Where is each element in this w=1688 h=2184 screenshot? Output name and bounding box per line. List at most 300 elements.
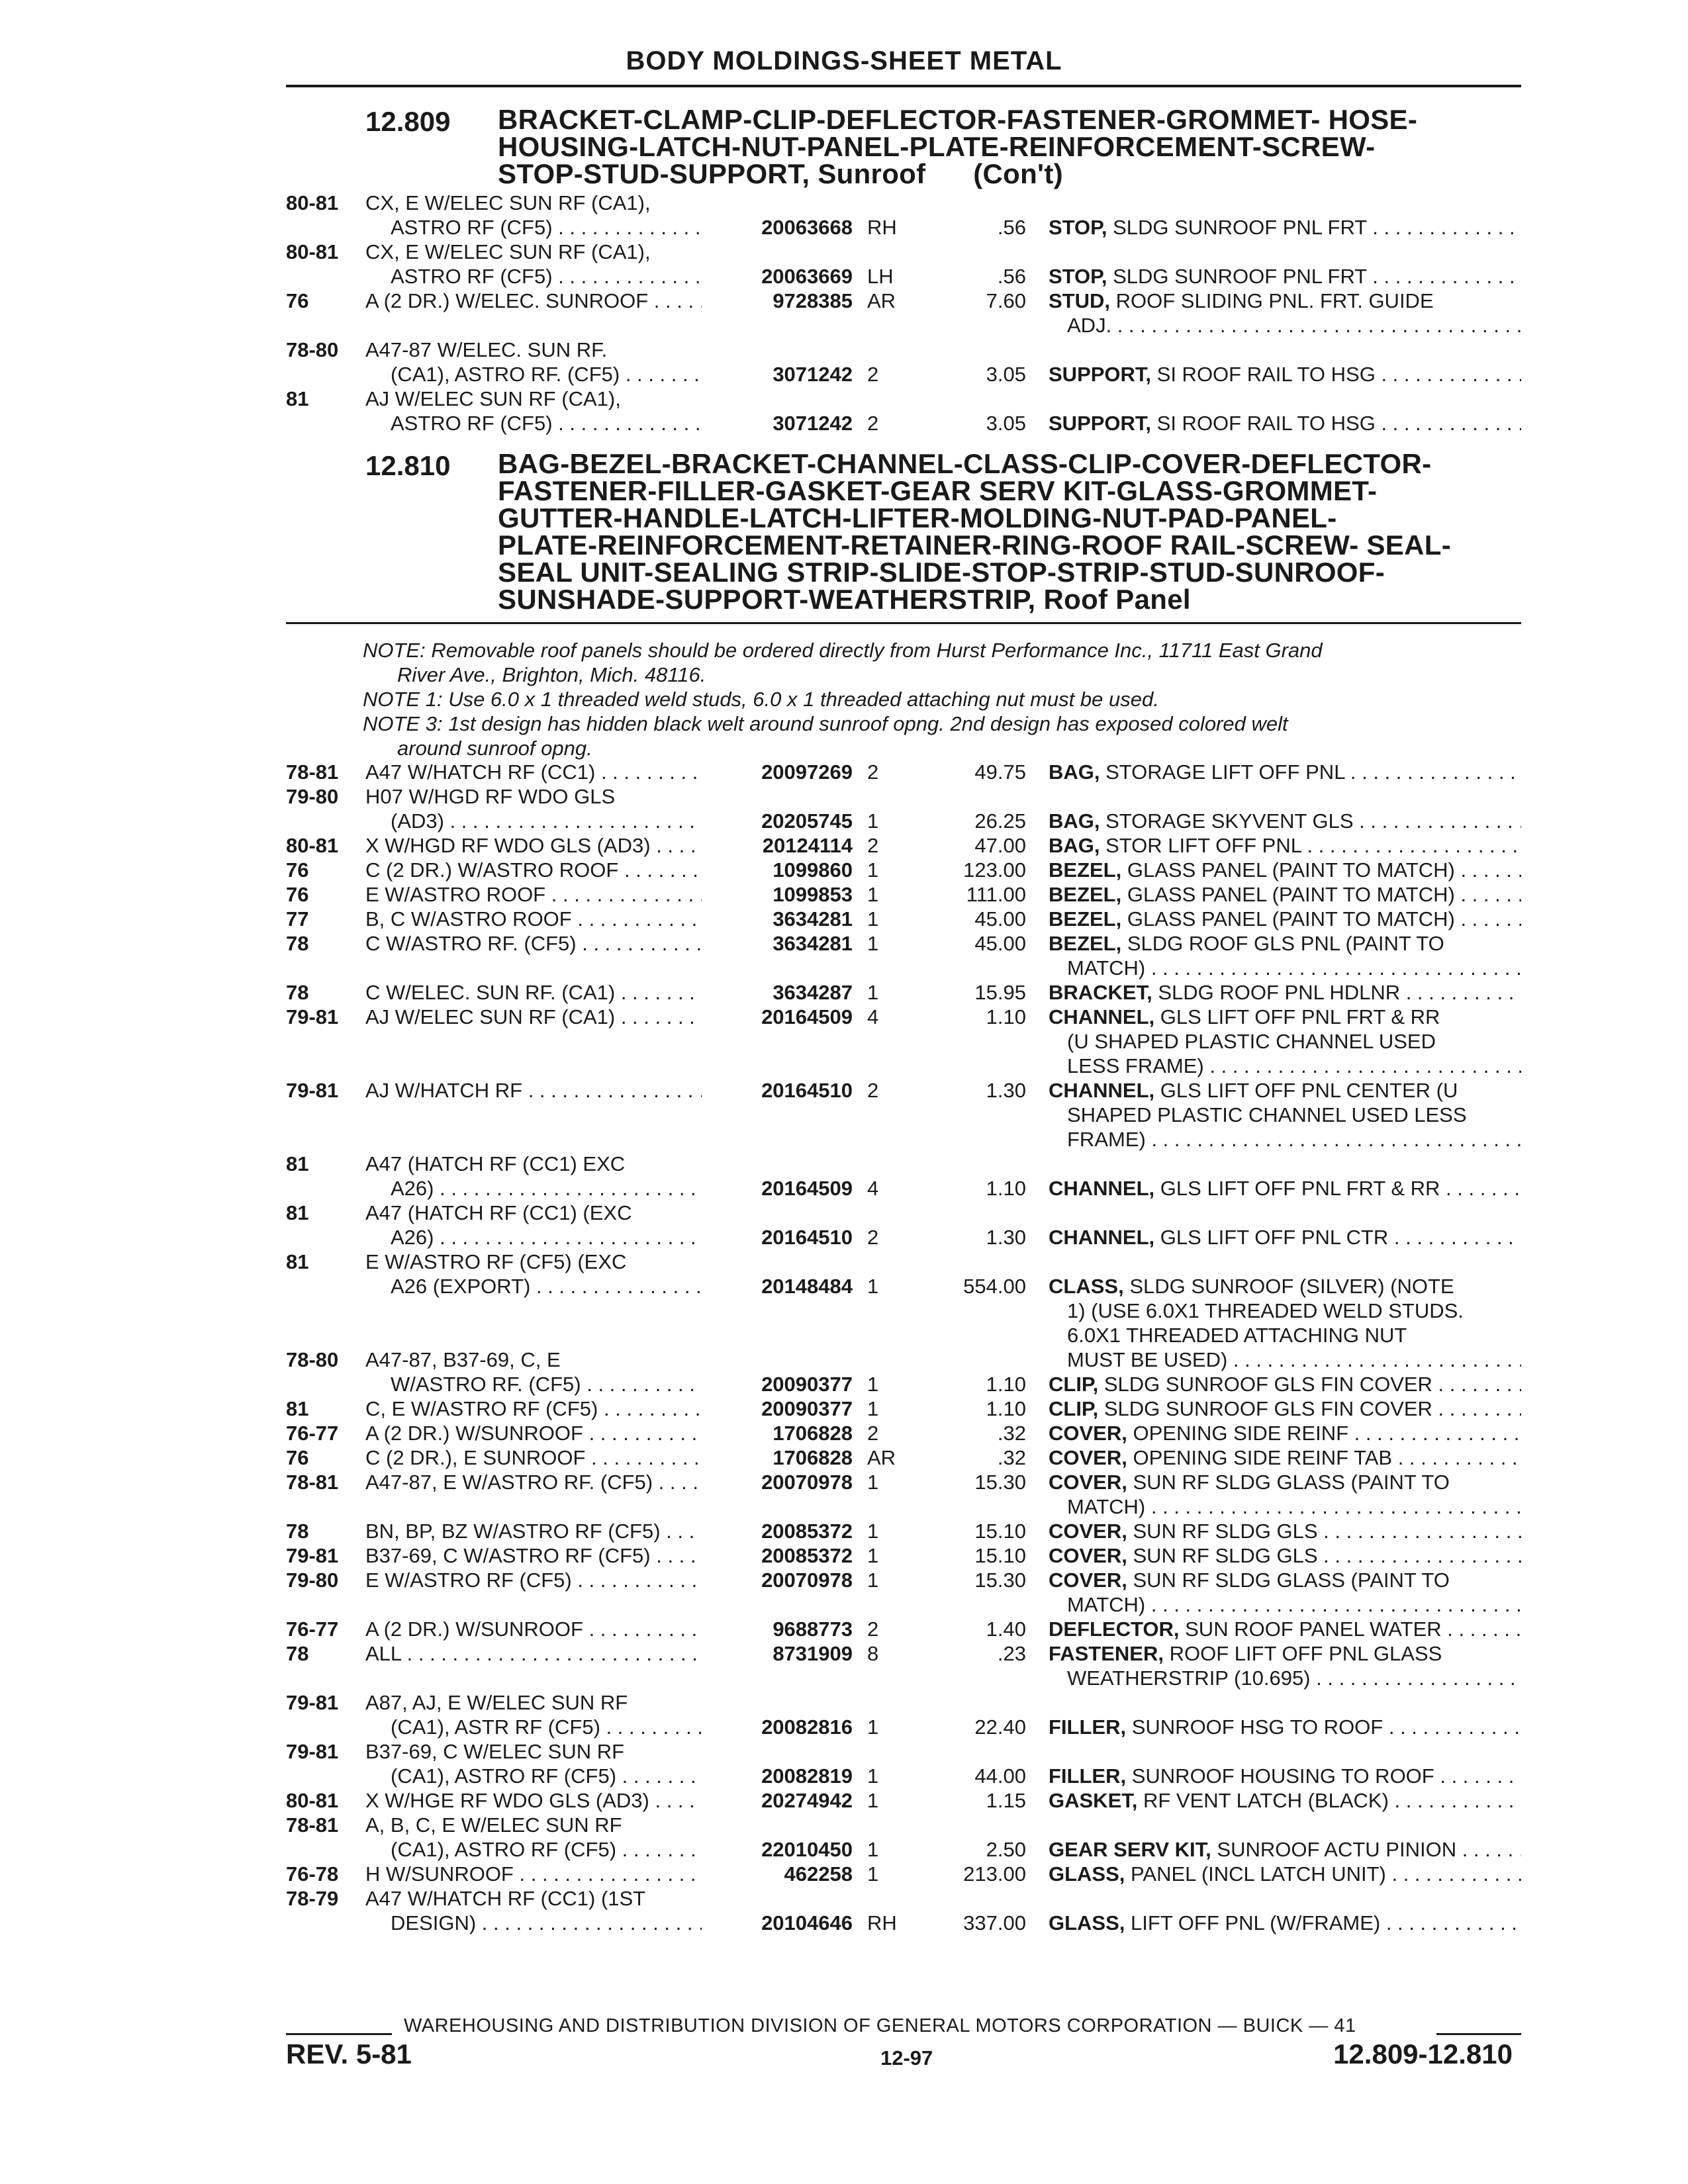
application-cell — [365, 1568, 723, 1592]
price-cell: .32 — [997, 1446, 1026, 1469]
table-row — [0, 1005, 1688, 1078]
description-line — [1049, 1788, 1521, 1813]
year-cell: 78-81 — [286, 760, 339, 784]
section-810-title-line: FASTENER-FILLER-GASKET-GEAR SERV KIT-GLASS-GROMMET- — [498, 475, 1378, 506]
year-cell: 76-77 — [286, 1617, 339, 1641]
part-number-cell: 9728385 — [702, 289, 853, 313]
quantity-cell: 4 — [867, 1005, 879, 1028]
application-line: ASTRO RF (CF5) . . . — [365, 411, 723, 435]
quantity-cell: 1 — [867, 932, 879, 955]
application-line: A (2 DR.) W/SUNROOF . . . — [365, 1617, 723, 1641]
description-line — [1049, 411, 1521, 435]
quantity-cell: 2 — [867, 1079, 879, 1102]
application-line: A47-87, E W/ASTRO RF. (CF5) . . . — [365, 1470, 723, 1494]
part-name: BEZEL, — [1049, 858, 1122, 882]
part-name: CLIP, — [1049, 1373, 1099, 1396]
section-810-title-line: PLATE-REINFORCEMENT-RETAINER-RING-ROOF RAIL-SCREW- SEAL- — [498, 529, 1451, 561]
application-line: X W/HGD RF WDO GLS (AD3) . . . — [365, 833, 723, 858]
description-cell — [1049, 980, 1521, 1005]
year-cell: 79-81 — [286, 1740, 339, 1763]
description-text: OPENING SIDE REINF TAB — [1133, 1446, 1393, 1469]
application-line: CX, E W/ELEC SUN RF (CA1), — [365, 240, 651, 263]
page-header-title: BODY MOLDINGS-SHEET METAL — [626, 46, 1062, 75]
application-cell — [365, 240, 723, 289]
description-line — [1049, 980, 1521, 1005]
description-line — [1049, 760, 1521, 784]
part-name: BAG, — [1049, 809, 1100, 833]
application-line: DESIGN) . . . — [365, 1911, 723, 1935]
table-row — [0, 1886, 1688, 1935]
application-line: H07 W/HGD RF WDO GLS — [365, 785, 616, 808]
application-line: A47-87, B37-69, C, E — [365, 1348, 561, 1371]
description-line — [1049, 362, 1521, 387]
table-row — [0, 1543, 1688, 1568]
description-text: SI ROOF RAIL TO HSG — [1156, 412, 1376, 435]
description-line — [1049, 931, 1521, 956]
part-number-cell: 8731909 — [702, 1641, 853, 1666]
part-name: FILLER, — [1049, 1715, 1127, 1739]
year-cell: 78 — [286, 1642, 309, 1665]
description-cell — [1049, 1568, 1521, 1617]
note-line: around sunroof opng. — [397, 737, 592, 760]
application-cell — [365, 1396, 723, 1421]
description-line — [1049, 1617, 1521, 1641]
quantity-cell: 1 — [867, 1373, 879, 1396]
application-line: (CA1), ASTR RF (CF5) . . . — [365, 1715, 723, 1739]
description-cell — [1049, 1837, 1521, 1862]
description-cell — [1049, 760, 1521, 784]
section-810-title-line: BAG-BEZEL-BRACKET-CHANNEL-CLASS-CLIP-COVER-DEFLECTOR- — [498, 448, 1432, 479]
year-cell: 78-79 — [286, 1887, 339, 1910]
description-cell — [1049, 1862, 1521, 1886]
description-line — [1049, 882, 1521, 907]
part-number-cell: 20205745 — [702, 809, 853, 833]
section-810-title — [498, 450, 1451, 613]
part-number-cell: 20164509 — [702, 1005, 853, 1029]
application-cell — [365, 289, 723, 313]
application-cell — [365, 191, 723, 240]
section-810-title-line: SEAL UNIT-SEALING STRIP-SLIDE-STOP-STRIP-STUD-SUNROOF- — [498, 557, 1385, 588]
year-cell: 79-80 — [286, 1569, 339, 1592]
description-line: 6.0X1 THREADED ATTACHING NUT — [1067, 1324, 1407, 1347]
table-row — [0, 289, 1688, 338]
price-cell: 123.00 — [963, 858, 1026, 882]
section-810-title-line: GUTTER-HANDLE-LATCH-LIFTER-MOLDING-NUT-PAD-PANEL- — [498, 502, 1337, 533]
price-cell: 554.00 — [963, 1275, 1026, 1298]
price-cell: 3.05 — [986, 363, 1026, 386]
application-cell — [365, 1078, 723, 1103]
price-cell: 1.10 — [986, 1177, 1026, 1200]
price-cell: 111.00 — [966, 883, 1026, 906]
description-line: LESS FRAME) . . . — [1049, 1054, 1521, 1078]
application-line: AJ W/ELEC SUN RF (CA1) . . . — [365, 1005, 723, 1029]
application-line: A47 (HATCH RF (CC1) EXC — [365, 1152, 626, 1175]
description-line — [1049, 215, 1521, 240]
table-row — [0, 1739, 1688, 1788]
application-line: X W/HGE RF WDO GLS (AD3) . . . — [365, 1788, 723, 1813]
application-line: A26) . . . — [365, 1176, 723, 1201]
application-line: A (2 DR.) W/SUNROOF . . . — [365, 1421, 723, 1445]
description-text: SLDG ROOF GLS PNL (PAINT TO — [1127, 932, 1444, 955]
application-line: A26) . . . — [365, 1225, 723, 1250]
description-cell — [1049, 1764, 1521, 1788]
description-cell — [1049, 1078, 1521, 1152]
application-line: A, B, C, E W/ELEC SUN RF — [365, 1813, 622, 1837]
description-line — [1049, 264, 1521, 289]
application-line: B, C W/ASTRO ROOF . . . — [365, 907, 723, 931]
part-number-cell: 20104646 — [702, 1911, 853, 1935]
description-text: OPENING SIDE REINF — [1133, 1422, 1349, 1445]
year-cell: 76 — [286, 1446, 309, 1469]
price-cell: .23 — [997, 1642, 1026, 1665]
quantity-cell: 2 — [867, 363, 879, 386]
description-text: PANEL (INCL LATCH UNIT) — [1131, 1862, 1386, 1886]
description-text: GLASS PANEL (PAINT TO MATCH) — [1127, 858, 1455, 882]
section-809-title-line: BRACKET-CLAMP-CLIP-DEFLECTOR-FASTENER-GROMMET- HOSE- — [498, 104, 1418, 135]
description-text: LIFT OFF PNL (W/FRAME) — [1131, 1911, 1381, 1934]
part-number-cell: 3634287 — [702, 980, 853, 1005]
price-cell: 15.30 — [974, 1471, 1026, 1494]
description-cell — [1049, 931, 1521, 980]
section-809-title-tail: Sunroof — [818, 158, 926, 189]
year-cell: 76 — [286, 883, 309, 906]
description-cell — [1049, 1396, 1521, 1421]
year-cell: 79-81 — [286, 1005, 339, 1028]
application-line: AJ W/HATCH RF . . . — [365, 1078, 723, 1103]
section-810-title-line: SUNSHADE-SUPPORT-WEATHERSTRIP, — [498, 584, 1036, 615]
description-text: STORAGE SKYVENT GLS — [1105, 809, 1354, 833]
application-line: A87, AJ, E W/ELEC SUN RF — [365, 1691, 628, 1714]
quantity-cell: 1 — [867, 1471, 879, 1494]
part-name: STOP, — [1049, 216, 1107, 239]
description-cell — [1049, 215, 1521, 240]
price-cell: .56 — [997, 265, 1026, 288]
part-number-cell: 1099853 — [702, 882, 853, 907]
application-line: A47 W/HATCH RF (CC1) (1ST — [365, 1887, 646, 1910]
price-cell: 22.40 — [974, 1715, 1026, 1739]
part-name: FASTENER, — [1049, 1642, 1164, 1665]
table-row — [0, 1813, 1688, 1862]
price-cell: 7.60 — [986, 289, 1026, 312]
table-row — [0, 833, 1688, 858]
description-cell — [1049, 1005, 1521, 1078]
part-number-cell: 20164510 — [702, 1078, 853, 1103]
description-line — [1049, 1911, 1521, 1935]
application-line: H W/SUNROOF . . . — [365, 1862, 723, 1886]
application-cell — [365, 1788, 723, 1813]
price-cell: 26.25 — [974, 809, 1026, 833]
description-line — [1049, 833, 1521, 858]
application-line: (CA1), ASTRO RF. (CF5) . . . — [365, 362, 723, 387]
price-cell: 1.15 — [986, 1789, 1026, 1812]
description-cell — [1049, 1715, 1521, 1739]
year-cell: 78 — [286, 981, 309, 1004]
description-text: SUNROOF HSG TO ROOF — [1131, 1715, 1383, 1739]
description-line — [1049, 1641, 1521, 1666]
description-text: STORAGE LIFT OFF PNL — [1105, 760, 1345, 784]
application-cell — [365, 1250, 723, 1298]
application-line: BN, BP, BZ W/ASTRO RF (CF5) . . . — [365, 1519, 723, 1543]
application-cell — [365, 833, 723, 858]
part-number-cell: 3071242 — [702, 362, 853, 387]
part-name: SUPPORT, — [1049, 412, 1152, 435]
year-cell: 79-81 — [286, 1691, 339, 1714]
table-row — [0, 387, 1688, 435]
description-line: FRAME) . . . — [1049, 1127, 1521, 1152]
description-text: STOR LIFT OFF PNL — [1105, 834, 1301, 857]
note-line: NOTE: Removable roof panels should be ordered directly from Hurst Performance Inc., 11711 East Grand — [363, 639, 1323, 662]
year-cell: 76-77 — [286, 1422, 339, 1445]
price-cell: 44.00 — [974, 1764, 1026, 1788]
description-line — [1049, 809, 1521, 833]
part-name: COVER, — [1049, 1569, 1127, 1592]
part-number-cell: 20063669 — [702, 264, 853, 289]
price-cell: 2.50 — [986, 1838, 1026, 1861]
price-cell: 1.10 — [986, 1397, 1026, 1420]
quantity-cell: 1 — [867, 1789, 879, 1812]
part-name: BEZEL, — [1049, 907, 1122, 931]
description-cell — [1049, 289, 1521, 338]
quantity-cell: 1 — [867, 1520, 879, 1543]
description-text: ROOF SLIDING PNL. FRT. GUIDE — [1115, 289, 1434, 312]
table-row — [0, 191, 1688, 240]
notes-block — [363, 638, 1323, 760]
description-text: SLDG SUNROOF PNL FRT — [1113, 265, 1367, 288]
part-number-cell: 20085372 — [702, 1543, 853, 1568]
part-name: BEZEL, — [1049, 932, 1122, 955]
part-number-cell: 20070978 — [702, 1470, 853, 1494]
table-row — [0, 784, 1688, 833]
description-text: GLS LIFT OFF PNL FRT & RR — [1160, 1177, 1440, 1200]
quantity-cell: RH — [867, 216, 897, 239]
application-cell — [365, 1421, 723, 1445]
part-name: CLIP, — [1049, 1397, 1099, 1420]
description-text: SI ROOF RAIL TO HSG — [1156, 363, 1376, 386]
description-text: GLS LIFT OFF PNL CTR — [1160, 1226, 1389, 1249]
year-cell: 78-81 — [286, 1471, 339, 1494]
footer-rule-right — [1436, 2033, 1521, 2035]
description-line: MATCH) . . . — [1049, 956, 1521, 980]
description-line — [1049, 1005, 1521, 1029]
part-name: STUD, — [1049, 289, 1110, 312]
application-line: C, E W/ASTRO RF (CF5) . . . — [365, 1396, 723, 1421]
description-text: GLASS PANEL (PAINT TO MATCH) — [1127, 883, 1455, 906]
year-cell: 76-78 — [286, 1862, 339, 1886]
table-row — [0, 1862, 1688, 1886]
application-line: (CA1), ASTRO RF (CF5) . . . — [365, 1764, 723, 1788]
price-cell: 213.00 — [963, 1862, 1026, 1886]
price-cell: 3.05 — [986, 412, 1026, 435]
application-line: E W/ASTRO RF (CF5) (EXC — [365, 1250, 627, 1273]
description-cell — [1049, 1788, 1521, 1813]
quantity-cell: 1 — [867, 1715, 879, 1739]
price-cell: 1.40 — [986, 1617, 1026, 1641]
year-cell: 81 — [286, 1250, 309, 1273]
application-line: E W/ASTRO ROOF . . . — [365, 882, 723, 907]
application-line: (AD3) . . . — [365, 809, 723, 833]
section-809-number: 12.809 — [365, 106, 451, 137]
description-line: SHAPED PLASTIC CHANNEL USED LESS — [1067, 1103, 1467, 1126]
quantity-cell: 2 — [867, 1617, 879, 1641]
table-row — [0, 1078, 1688, 1152]
price-cell: .32 — [997, 1422, 1026, 1445]
footer-page-number: 12-97 — [880, 2046, 933, 2070]
table-row — [0, 858, 1688, 882]
application-cell — [365, 1470, 723, 1494]
part-number-cell: 22010450 — [702, 1837, 853, 1862]
part-number-cell: 20164510 — [702, 1225, 853, 1250]
application-cell — [365, 1739, 723, 1788]
section-810-title-tail: Roof Panel — [1043, 584, 1191, 615]
application-cell — [365, 980, 723, 1005]
description-line — [1049, 907, 1521, 931]
application-cell — [365, 387, 723, 435]
year-cell: 78 — [286, 932, 309, 955]
description-line: MATCH) . . . — [1049, 1494, 1521, 1519]
price-cell: 45.00 — [974, 907, 1026, 931]
part-number-cell: 20090377 — [702, 1396, 853, 1421]
year-cell: 78 — [286, 1520, 309, 1543]
description-text: RF VENT LATCH (BLACK) — [1143, 1789, 1389, 1812]
section-810-number: 12.810 — [365, 450, 451, 481]
description-text: SUNROOF HOUSING TO ROOF — [1131, 1764, 1434, 1788]
application-cell — [365, 1886, 723, 1935]
footer-rule-left — [286, 2033, 392, 2035]
description-line — [1049, 1715, 1521, 1739]
year-cell: 81 — [286, 1397, 309, 1420]
description-line: (U SHAPED PLASTIC CHANNEL USED — [1067, 1030, 1436, 1053]
description-line: ADJ. . . . — [1049, 313, 1521, 338]
quantity-cell: 1 — [867, 1275, 879, 1298]
description-line — [1049, 1568, 1521, 1592]
price-cell: 1.10 — [986, 1005, 1026, 1028]
table-row — [0, 1152, 1688, 1201]
part-number-cell: 20124114 — [702, 833, 853, 858]
application-line: A26 (EXPORT) . . . — [365, 1274, 723, 1298]
part-number-cell: 1099860 — [702, 858, 853, 882]
note-line: NOTE 3: 1st design has hidden black welt around sunroof opng. 2nd design has exposed colored welt — [363, 712, 1288, 735]
application-cell — [365, 1005, 723, 1029]
footer-division: WAREHOUSING AND DISTRIBUTION DIVISION OF GENERAL MOTORS CORPORATION — BUICK — 41 — [404, 2015, 1356, 2036]
application-line: AJ W/ELEC SUN RF (CA1), — [365, 387, 621, 410]
description-text: GLS LIFT OFF PNL FRT & RR — [1160, 1005, 1440, 1028]
quantity-cell: 1 — [867, 1838, 879, 1861]
application-cell — [365, 1445, 723, 1470]
description-line — [1049, 1862, 1521, 1886]
description-line — [1049, 858, 1521, 882]
description-text: SLDG SUNROOF PNL FRT — [1113, 216, 1367, 239]
note-line: River Ave., Brighton, Mich. 48116. — [397, 663, 706, 686]
part-name: FILLER, — [1049, 1764, 1127, 1788]
description-cell — [1049, 882, 1521, 907]
year-cell: 79-80 — [286, 785, 339, 808]
description-line — [1049, 1176, 1521, 1201]
description-cell — [1049, 907, 1521, 931]
application-cell — [365, 1152, 723, 1201]
quantity-cell: 1 — [867, 858, 879, 882]
table-row — [0, 882, 1688, 907]
year-cell: 78-80 — [286, 1348, 339, 1371]
description-line — [1049, 1372, 1521, 1396]
year-cell: 79-81 — [286, 1544, 339, 1567]
description-line — [1049, 1445, 1521, 1470]
quantity-cell: 8 — [867, 1642, 879, 1665]
description-cell — [1049, 1176, 1521, 1201]
year-cell: 79-81 — [286, 1079, 339, 1102]
part-number-cell: 20082819 — [702, 1764, 853, 1788]
description-line — [1049, 289, 1521, 313]
price-cell: 15.10 — [974, 1544, 1026, 1567]
application-cell — [365, 931, 723, 956]
application-line: C W/ELEC. SUN RF. (CA1) . . . — [365, 980, 723, 1005]
year-cell: 80-81 — [286, 834, 339, 857]
part-name: CHANNEL, — [1049, 1177, 1155, 1200]
part-number-cell: 1706828 — [702, 1445, 853, 1470]
application-cell — [365, 1862, 723, 1886]
description-cell — [1049, 1641, 1521, 1690]
section-809-title-line: HOUSING-LATCH-NUT-PANEL-PLATE-REINFORCEMENT-SCREW- — [498, 131, 1376, 162]
part-number-cell: 20063668 — [702, 215, 853, 240]
application-line: CX, E W/ELEC SUN RF (CA1), — [365, 191, 651, 214]
application-cell — [365, 784, 723, 833]
part-name: CHANNEL, — [1049, 1005, 1155, 1028]
quantity-cell: 2 — [867, 760, 879, 784]
application-cell — [365, 1813, 723, 1862]
quantity-cell: 2 — [867, 412, 879, 435]
description-cell — [1049, 1543, 1521, 1568]
description-cell — [1049, 858, 1521, 882]
description-cell — [1049, 411, 1521, 435]
part-number-cell: 20274942 — [702, 1788, 853, 1813]
table-row — [0, 1470, 1688, 1519]
quantity-cell: 1 — [867, 1764, 879, 1788]
part-number-cell: 20148484 — [702, 1274, 853, 1298]
description-text: SUN ROOF PANEL WATER — [1185, 1617, 1442, 1641]
description-text: SUN RF SLDG GLASS (PAINT TO — [1133, 1569, 1450, 1592]
part-name: BRACKET, — [1049, 981, 1152, 1004]
part-name: COVER, — [1049, 1446, 1127, 1469]
part-name: GLASS, — [1049, 1911, 1125, 1934]
year-cell: 78-81 — [286, 1813, 339, 1837]
table-row — [0, 1568, 1688, 1617]
quantity-cell: 1 — [867, 907, 879, 931]
table-row — [0, 1396, 1688, 1421]
year-cell: 81 — [286, 387, 309, 410]
application-cell — [365, 858, 723, 882]
quantity-cell: 1 — [867, 1862, 879, 1886]
description-line: MUST BE USED) . . . — [1049, 1347, 1521, 1372]
description-text: SUN RF SLDG GLS — [1133, 1544, 1318, 1567]
price-cell: 45.00 — [974, 932, 1026, 955]
table-row — [0, 1788, 1688, 1813]
application-cell — [365, 907, 723, 931]
description-text: SLDG SUNROOF GLS FIN COVER — [1103, 1373, 1432, 1396]
price-cell: 49.75 — [974, 760, 1026, 784]
application-line: A47 (HATCH RF (CC1) (EXC — [365, 1201, 632, 1224]
table-row — [0, 1690, 1688, 1739]
quantity-cell: AR — [867, 1446, 896, 1469]
part-name: COVER, — [1049, 1471, 1127, 1494]
section-809-continued: (Con't) — [973, 158, 1063, 189]
part-number-cell: 20164509 — [702, 1176, 853, 1201]
application-cell — [365, 1543, 723, 1568]
description-line — [1049, 1078, 1521, 1103]
quantity-cell: 2 — [867, 1422, 879, 1445]
part-name: GEAR SERV KIT, — [1049, 1838, 1211, 1861]
part-number-cell: 20085372 — [702, 1519, 853, 1543]
part-number-cell: 20090377 — [702, 1372, 853, 1396]
price-cell: 337.00 — [963, 1911, 1026, 1934]
